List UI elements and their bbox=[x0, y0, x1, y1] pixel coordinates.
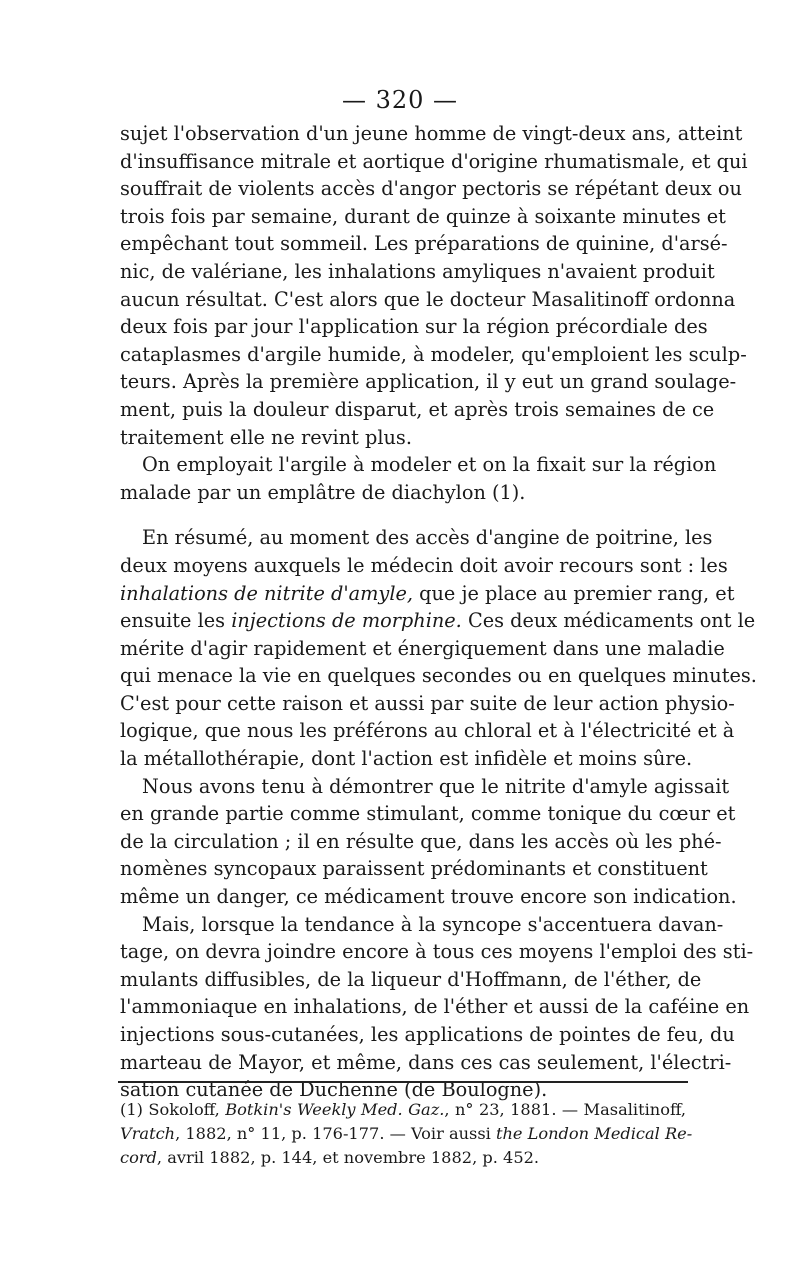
italic-citation: the London Medical Re- bbox=[495, 1123, 693, 1143]
text-line: de la circulation ; il en résulte que, dans les accès où les phé- bbox=[120, 829, 722, 853]
text-line: sation cutanée de Duchenne (de Boulogne). bbox=[120, 1078, 548, 1102]
body-text bbox=[120, 120, 757, 1104]
text-line: nic, de valériane, les inhalations amyliques n'avaient produit bbox=[120, 259, 715, 283]
page-number: — 320 — bbox=[341, 86, 459, 114]
text-line: ment, puis la douleur disparut, et après trois semaines de ce bbox=[120, 397, 715, 421]
text-line: mulants diffusibles, de la liqueur d'Hoffmann, de l'éther, de bbox=[120, 967, 702, 991]
text-line-mixed bbox=[120, 607, 756, 635]
text-line: trois fois par semaine, durant de quinze à soixante minutes et bbox=[120, 204, 726, 228]
text-run: , 1882, n° 11, p. 176-177. — Voir aussi bbox=[175, 1123, 496, 1143]
text-line: injections sous-cutanées, les applications de pointes de feu, du bbox=[120, 1023, 735, 1046]
text-line: mérite d'agir rapidement et énergiquement dans une maladie bbox=[120, 636, 725, 660]
text-line: marteau de Mayor, et même, dans ces cas seulement, l'électri- bbox=[120, 1050, 732, 1074]
text-line: la métallothérapie, dont l'action est infidèle et moins sûre. bbox=[120, 747, 693, 771]
text-line: sujet l'observation d'un jeune homme de vingt-deux ans, atteint bbox=[120, 122, 743, 145]
text-line: On employait l'argile à modeler et on la fixait sur la région bbox=[142, 453, 717, 477]
text-line: deux moyens auxquels le médecin doit avoir recours sont : les bbox=[120, 553, 728, 577]
text-line: logique, que nous les préférons au chloral et à l'électricité et à bbox=[120, 719, 735, 743]
text-run: , n° 23, 1881. — Masalitinoff, bbox=[444, 1100, 687, 1119]
text-run: ensuite les bbox=[120, 609, 232, 633]
footnote bbox=[120, 1098, 693, 1169]
text-line: cataplasmes d'argile humide, à modeler, qu'emploient les sculp- bbox=[120, 342, 747, 366]
text-line: C'est pour cette raison et aussi par suite de leur action physio- bbox=[120, 691, 735, 715]
footnote-divider bbox=[118, 1081, 688, 1083]
text-run: (1) Sokoloff, bbox=[120, 1100, 226, 1119]
text-line: malade par un emplâtre de diachylon (1). bbox=[120, 480, 526, 504]
text-run: , avril 1882, p. 144, et novembre 1882, p. 452. bbox=[156, 1147, 540, 1167]
text-line: Nous avons tenu à démontrer que le nitrite d'amyle agissait bbox=[142, 774, 730, 798]
italic-citation: Botkin's Weekly Med. Gaz. bbox=[225, 1100, 445, 1119]
text-line: empêchant tout sommeil. Les préparations de quinine, d'arsé- bbox=[120, 232, 728, 256]
text-line: d'insuffisance mitrale et aortique d'origine rhumatismale, et qui bbox=[120, 149, 748, 173]
text-line: teurs. Après la première application, il y eut un grand soulage- bbox=[120, 370, 737, 394]
text-line: en grande partie comme stimulant, comme tonique du cœur et bbox=[120, 802, 736, 826]
footnote-line bbox=[120, 1098, 686, 1122]
text-run: que je place au premier rang, et bbox=[413, 581, 735, 605]
paragraph-gap bbox=[120, 506, 686, 524]
italic-phrase: inhalations de nitrite d'amyle, bbox=[120, 581, 414, 605]
text-line: nomènes syncopaux paraissent prédominants et constituent bbox=[120, 857, 708, 881]
text-line: En résumé, au moment des accès d'angine de poitrine, les bbox=[142, 526, 713, 550]
text-line: tage, on devra joindre encore à tous ces moyens l'emploi des sti- bbox=[120, 940, 754, 964]
text-line: l'ammoniaque en inhalations, de l'éther et aussi de la caféine en bbox=[120, 995, 750, 1019]
footnote-line bbox=[120, 1122, 693, 1146]
text-line: Mais, lorsque la tendance à la syncope s'accentuera davan- bbox=[142, 912, 724, 936]
text-line: souffrait de violents accès d'angor pectoris se répétant deux ou bbox=[120, 177, 742, 201]
footnote-line bbox=[120, 1146, 686, 1170]
italic-citation: Vratch bbox=[120, 1123, 176, 1143]
text-line: deux fois par jour l'application sur la région précordiale des bbox=[120, 315, 708, 339]
text-line: qui menace la vie en quelques secondes ou en quelques minutes. bbox=[120, 664, 757, 688]
text-line: aucun résultat. C'est alors que le docteur Masalitinoff ordonna bbox=[120, 287, 736, 311]
text-line: traitement elle ne revint plus. bbox=[120, 425, 412, 449]
italic-phrase: injections de morphine. bbox=[231, 609, 462, 633]
text-line: même un danger, ce médicament trouve encore son indication. bbox=[120, 885, 737, 909]
text-line-mixed bbox=[120, 580, 735, 608]
text-run: Ces deux médicaments ont le bbox=[461, 609, 756, 633]
italic-citation: cord bbox=[120, 1147, 157, 1167]
